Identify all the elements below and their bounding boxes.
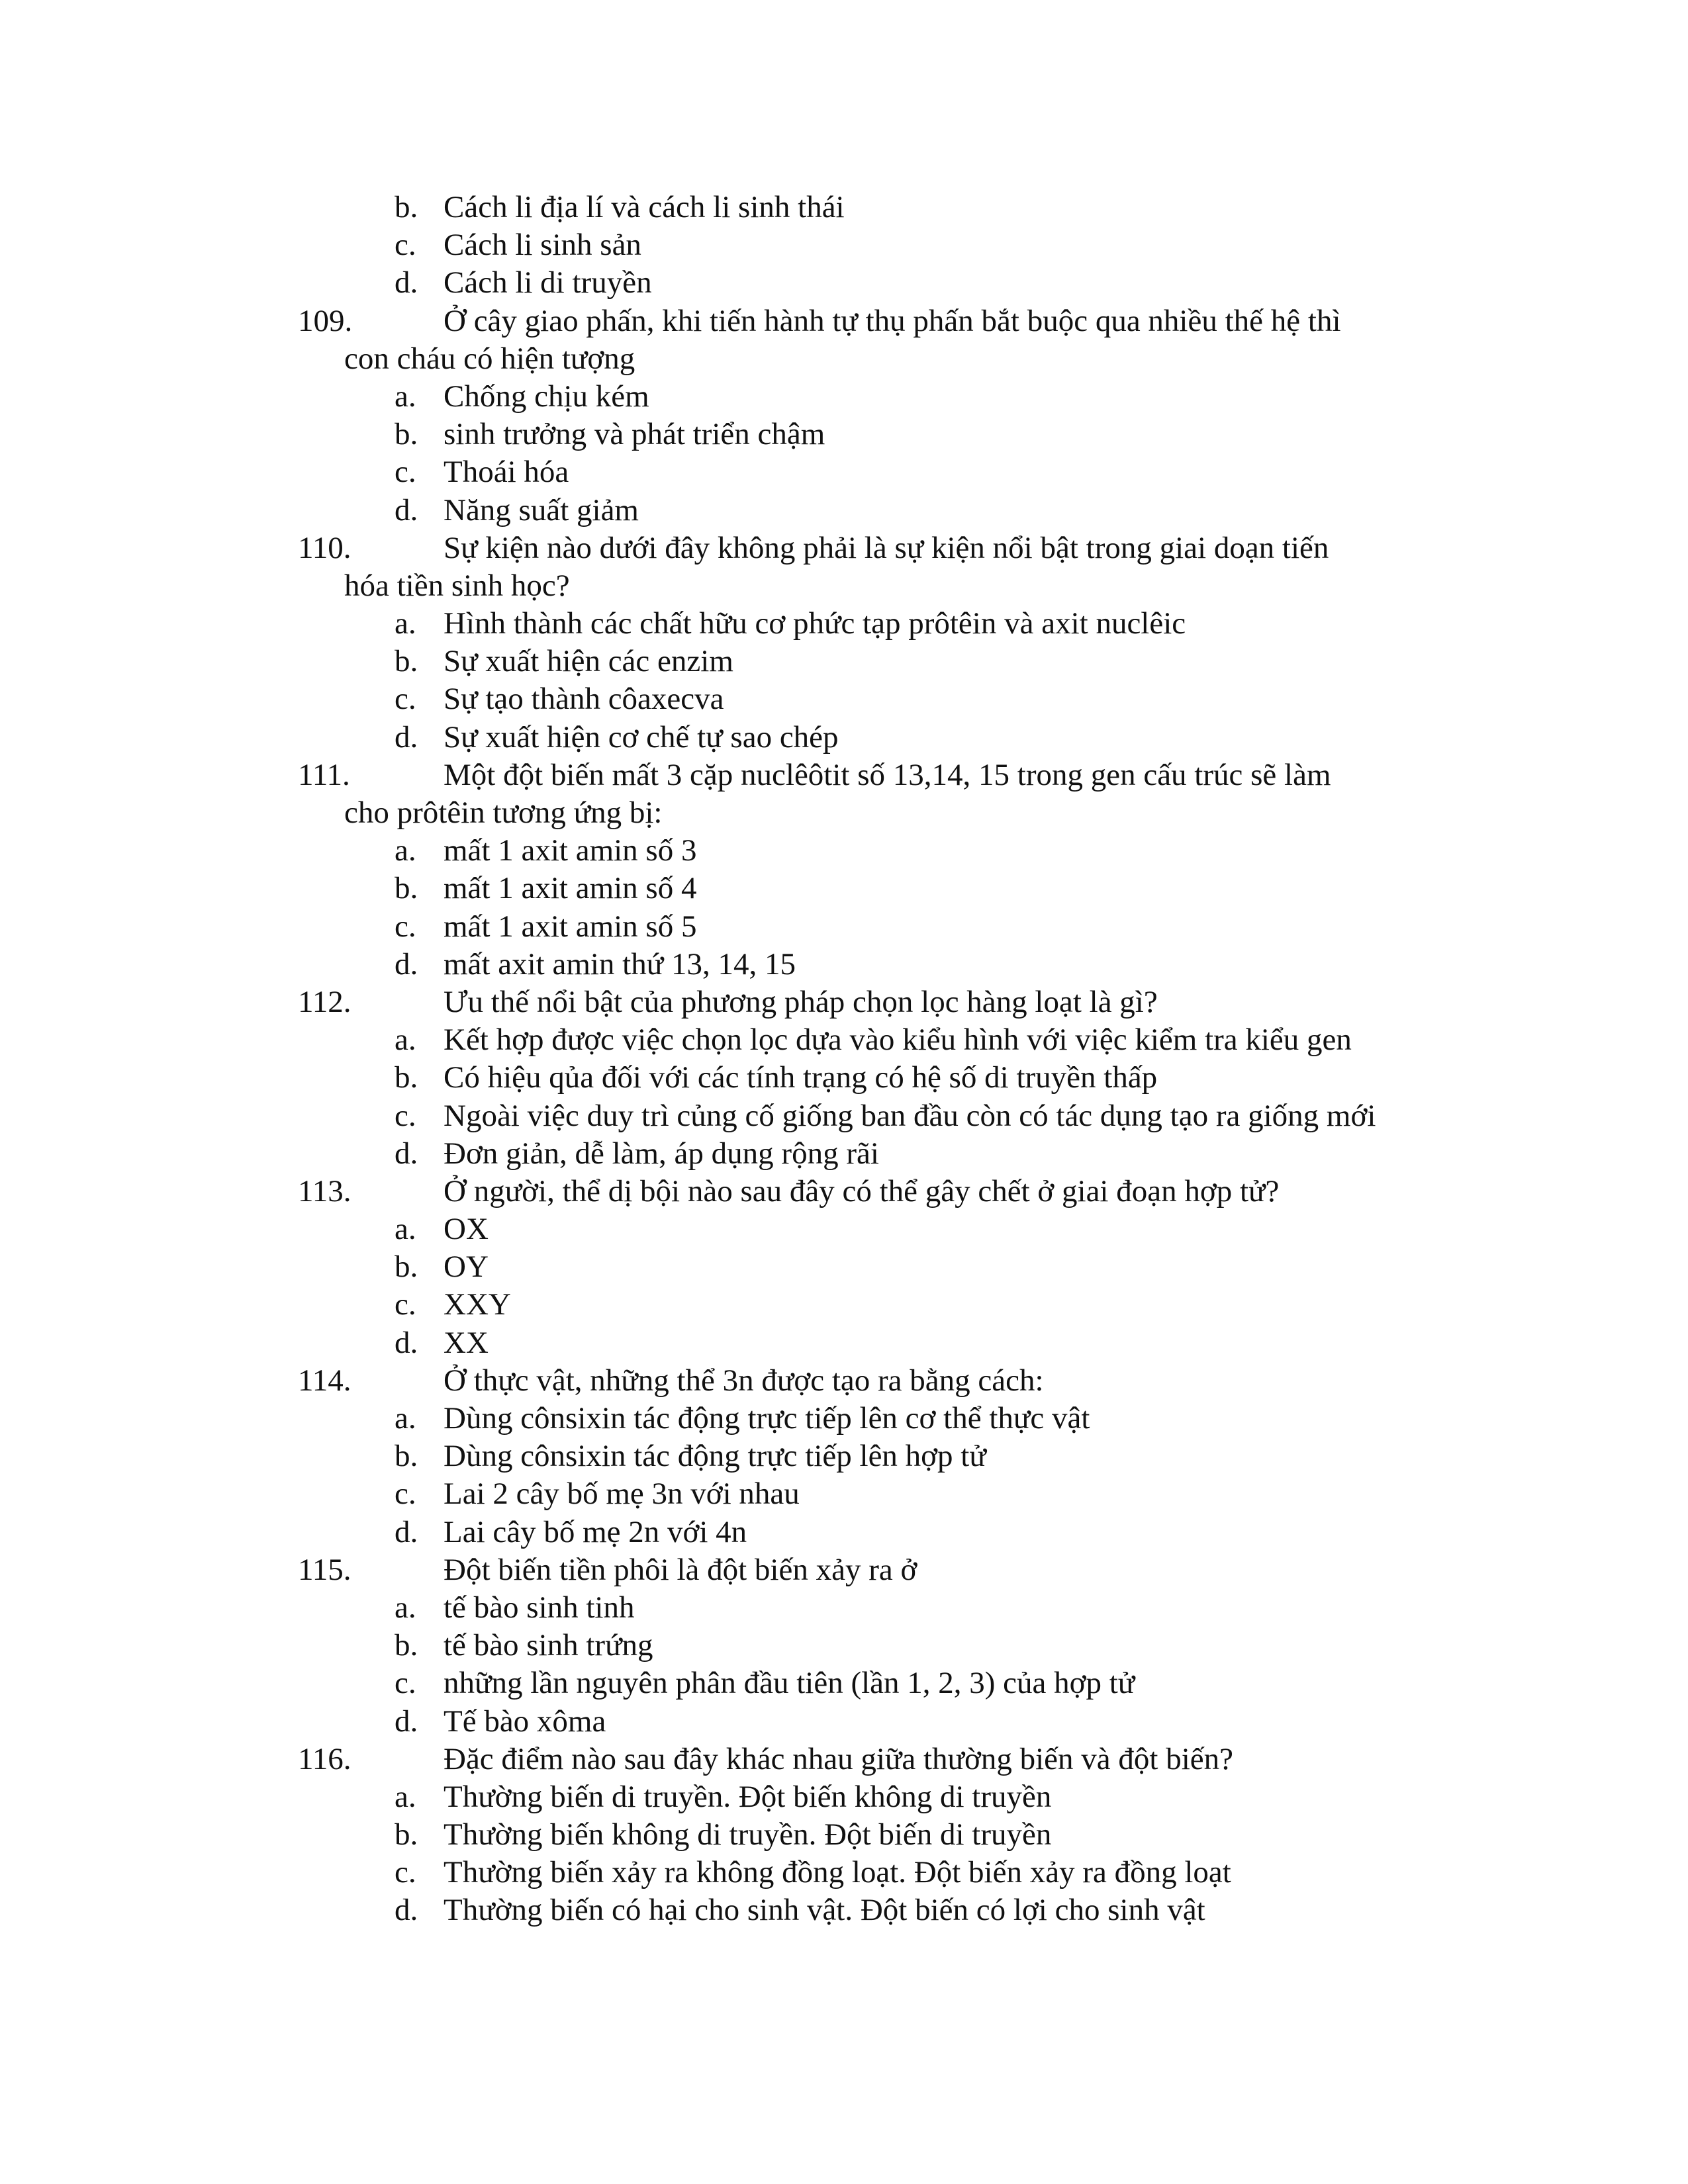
option-item [0, 946, 1688, 983]
option-item [0, 1400, 1688, 1437]
option-item [0, 870, 1688, 907]
option-letter: a. [395, 1023, 416, 1058]
option-item [0, 1703, 1688, 1741]
question-number: 110. [298, 530, 352, 565]
option-item [0, 643, 1688, 680]
question-stem [0, 1551, 1688, 1589]
option-letter: a. [395, 606, 416, 641]
option-letter: c. [395, 228, 416, 263]
question-number: 116. [298, 1741, 352, 1776]
option-text: Tế bào xôma [444, 1704, 606, 1739]
option-letter: c. [395, 1287, 416, 1322]
option-letter: b. [395, 1250, 418, 1285]
question-stem [0, 302, 1688, 340]
option-text: sinh trưởng và phát triển chậm [444, 417, 825, 452]
option-item [0, 264, 1688, 302]
option-item [0, 908, 1688, 946]
option-text: Thoái hóa [444, 455, 569, 490]
question-number: 111. [298, 757, 350, 792]
option-text: Cách li địa lí và cách li sinh thái [444, 190, 845, 224]
question-text: Ưu thế nổi bật của phương pháp chọn lọc hàng loạt là gì? [444, 984, 1158, 1019]
question-number: 113. [298, 1173, 352, 1208]
option-item [0, 189, 1688, 226]
option-letter: d. [395, 1325, 418, 1360]
option-text: Thường biến di truyền. Đột biến không di truyền [444, 1779, 1052, 1814]
option-text: Sự tạo thành côaxecva [444, 682, 724, 717]
option-letter: c. [395, 1666, 416, 1701]
option-text: OY [444, 1250, 489, 1285]
option-item [0, 1589, 1688, 1627]
question-stem-continued [0, 340, 1688, 378]
option-letter: c. [395, 682, 416, 717]
option-text: XX [444, 1325, 489, 1360]
option-text: Sự xuất hiện cơ chế tự sao chép [444, 719, 839, 754]
option-letter: b. [395, 871, 418, 906]
question-stem [0, 756, 1688, 794]
option-item [0, 1854, 1688, 1891]
option-text: Cách li di truyền [444, 265, 652, 300]
option-text: OX [444, 1212, 489, 1247]
option-text: Thường biến có hại cho sinh vật. Đột biến có lợi cho sinh vật [444, 1893, 1205, 1928]
option-letter: d. [395, 1893, 418, 1928]
question-number: 115. [298, 1552, 352, 1587]
option-letter: d. [395, 265, 418, 300]
option-text: tế bào sinh trứng [444, 1628, 653, 1663]
question-text: Ở cây giao phấn, khi tiến hành tự thụ phấn bắt buộc qua nhiều thế hệ thì [444, 303, 1341, 338]
option-letter: b. [395, 1060, 418, 1095]
option-item [0, 1891, 1688, 1929]
option-letter: a. [395, 379, 416, 414]
option-letter: d. [395, 1704, 418, 1739]
option-item [0, 1021, 1688, 1059]
option-letter: c. [395, 1855, 416, 1890]
option-text: Có hiệu qủa đối với các tính trạng có hệ số di truyền thấp [444, 1060, 1158, 1095]
question-number: 114. [298, 1363, 352, 1398]
question-text: con cháu có hiện tượng [344, 341, 635, 376]
option-text: Hình thành các chất hữu cơ phức tạp prôtêin và axit nuclêic [444, 606, 1186, 641]
question-number: 109. [298, 303, 353, 338]
option-letter: b. [395, 1817, 418, 1852]
option-letter: a. [395, 833, 416, 868]
option-text: Ngoài việc duy trì củng cố giống ban đầu còn có tác dụng tạo ra giống mới [444, 1098, 1376, 1133]
option-item [0, 1627, 1688, 1664]
option-text: mất 1 axit amin số 3 [444, 833, 697, 868]
option-letter: a. [395, 1212, 416, 1247]
option-letter: b. [395, 190, 418, 224]
option-item [0, 719, 1688, 756]
question-text: Đặc điểm nào sau đây khác nhau giữa thường biến và đột biến? [444, 1741, 1233, 1776]
option-letter: c. [395, 455, 416, 490]
option-letter: d. [395, 1514, 418, 1549]
option-item [0, 1475, 1688, 1513]
option-letter: c. [395, 1477, 416, 1512]
option-letter: b. [395, 1439, 418, 1474]
option-text: mất 1 axit amin số 4 [444, 871, 697, 906]
option-text: Cách li sinh sản [444, 228, 641, 263]
option-text: Kết hợp được việc chọn lọc dựa vào kiểu hình với việc kiểm tra kiểu gen [444, 1023, 1352, 1058]
option-letter: a. [395, 1590, 416, 1625]
option-item [0, 1135, 1688, 1173]
option-letter: b. [395, 417, 418, 452]
question-stem [0, 1741, 1688, 1778]
question-text: Một đột biến mất 3 cặp nuclêôtit số 13,14, 15 trong gen cấu trúc sẽ làm [444, 757, 1331, 792]
option-letter: d. [395, 719, 418, 754]
question-text: Ở thực vật, những thể 3n được tạo ra bằng cách: [444, 1363, 1044, 1398]
option-text: Lai cây bố mẹ 2n với 4n [444, 1514, 747, 1549]
option-text: Dùng cônsixin tác động trực tiếp lên hợp tử [444, 1439, 986, 1474]
option-text: Thường biến không di truyền. Đột biến di truyền [444, 1817, 1052, 1852]
option-item [0, 832, 1688, 870]
option-item [0, 453, 1688, 491]
question-stem [0, 1362, 1688, 1400]
option-text: Lai 2 cây bố mẹ 3n với nhau [444, 1477, 800, 1512]
option-item [0, 1664, 1688, 1702]
question-stem [0, 529, 1688, 567]
option-letter: c. [395, 1098, 416, 1133]
option-text: Năng suất giảm [444, 492, 639, 527]
option-text: những lần nguyên phân đầu tiên (lần 1, 2, 3) của hợp tử [444, 1666, 1135, 1701]
option-text: Đơn giản, dễ làm, áp dụng rộng rãi [444, 1136, 879, 1171]
option-item [0, 1210, 1688, 1248]
option-letter: b. [395, 644, 418, 679]
question-text: Sự kiện nào dưới đây không phải là sự kiện nổi bật trong giai doạn tiến [444, 530, 1329, 565]
option-text: Chống chịu kém [444, 379, 649, 414]
option-item [0, 680, 1688, 718]
option-item [0, 1778, 1688, 1816]
option-item [0, 1248, 1688, 1286]
question-text: cho prôtêin tương ứng bị: [344, 796, 663, 830]
question-list [0, 189, 1688, 1930]
option-item [0, 1059, 1688, 1097]
option-text: Sự xuất hiện các enzim [444, 644, 733, 679]
question-stem-continued [0, 794, 1688, 832]
option-letter: c. [395, 909, 416, 944]
option-text: XXY [444, 1287, 511, 1322]
option-item [0, 1097, 1688, 1135]
question-stem [0, 983, 1688, 1021]
option-item [0, 1514, 1688, 1551]
option-letter: d. [395, 492, 418, 527]
option-text: Dùng cônsixin tác động trực tiếp lên cơ thể thực vật [444, 1401, 1090, 1435]
option-text: Thường biến xảy ra không đồng loạt. Đột biến xảy ra đồng loạt [444, 1855, 1231, 1890]
option-text: mất 1 axit amin số 5 [444, 909, 697, 944]
option-item [0, 226, 1688, 264]
option-letter: d. [395, 946, 418, 981]
option-letter: a. [395, 1779, 416, 1814]
question-text: Đột biến tiền phôi là đột biến xảy ra ở [444, 1552, 917, 1587]
option-text: tế bào sinh tinh [444, 1590, 635, 1625]
option-item [0, 605, 1688, 643]
option-letter: a. [395, 1401, 416, 1435]
question-text: Ở người, thể dị bội nào sau đây có thể gây chết ở giai đoạn hợp tử? [444, 1173, 1280, 1208]
option-text: mất axit amin thứ 13, 14, 15 [444, 946, 796, 981]
option-item [0, 416, 1688, 453]
option-item [0, 1324, 1688, 1362]
question-number: 112. [298, 984, 352, 1019]
question-stem [0, 1173, 1688, 1210]
option-item [0, 1816, 1688, 1854]
option-item [0, 1437, 1688, 1475]
option-letter: b. [395, 1628, 418, 1663]
option-letter: d. [395, 1136, 418, 1171]
option-item [0, 378, 1688, 416]
question-stem-continued [0, 567, 1688, 605]
option-item [0, 1286, 1688, 1324]
option-item [0, 492, 1688, 529]
question-text: hóa tiền sinh học? [344, 568, 570, 603]
